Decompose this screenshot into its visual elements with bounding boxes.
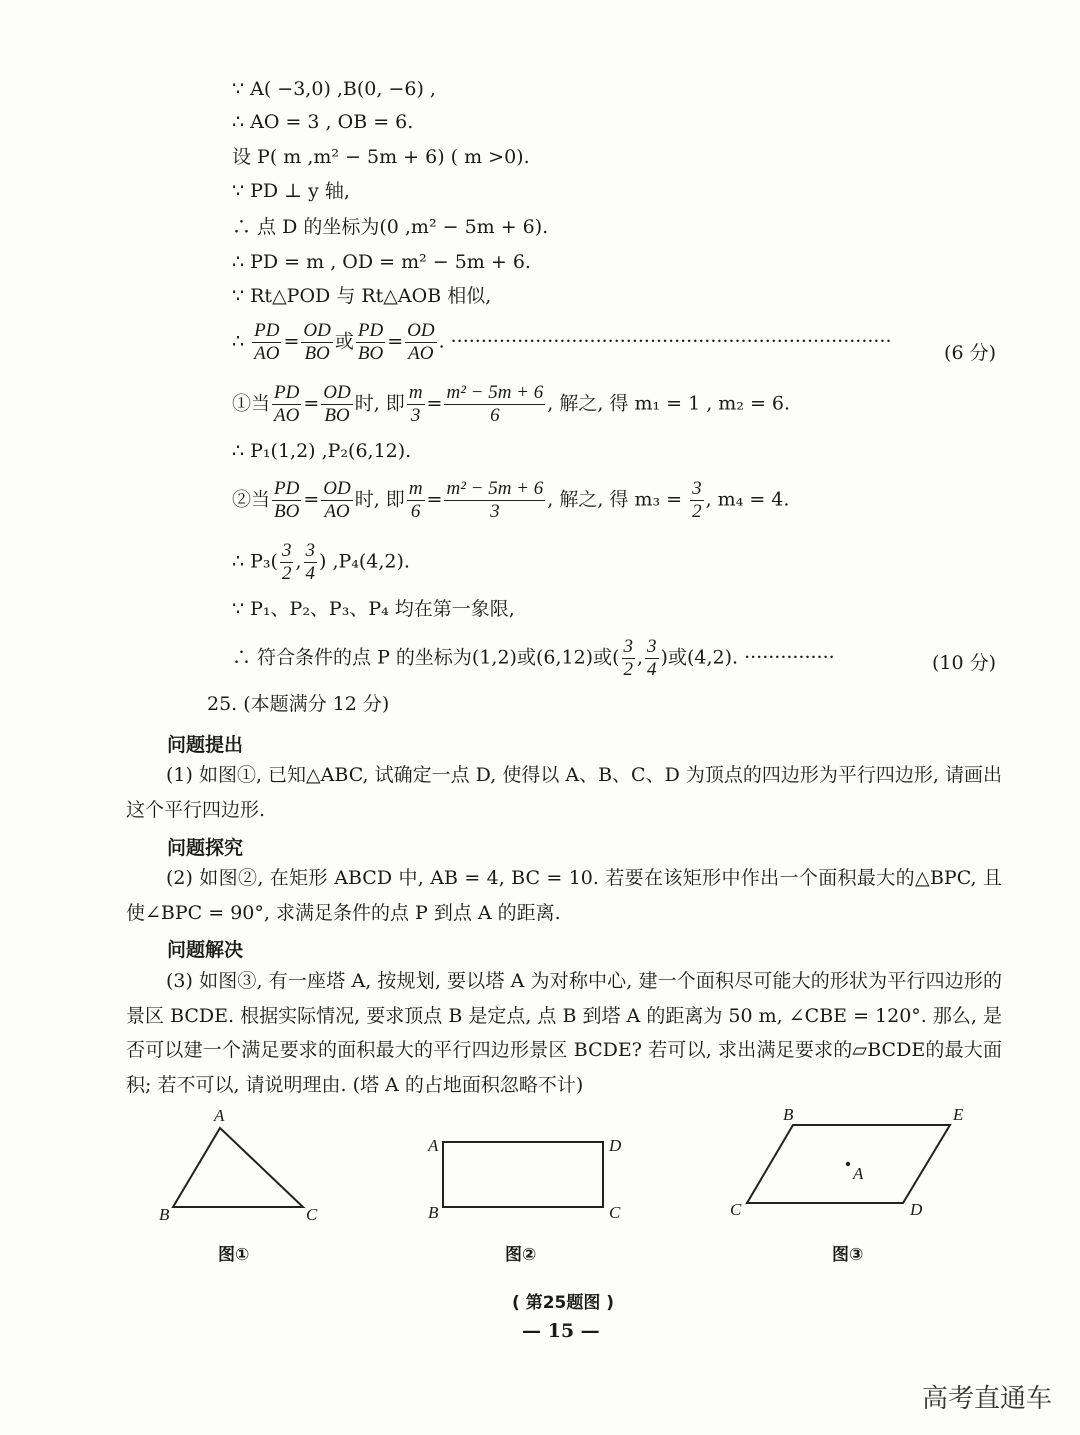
text-segment: 设 P( m ,m² − 5m + 6) ( m >0). xyxy=(232,146,530,168)
numerator: PD xyxy=(274,382,300,403)
fig3-label-a: A xyxy=(853,1164,864,1183)
text-segment: ∴ 点 D 的坐标为(0 ,m² − 5m + 6). xyxy=(232,216,549,238)
text-segment: 时, 即 xyxy=(354,392,405,415)
denominator: 4 xyxy=(647,658,657,680)
text-segment: ∵ PD ⊥ y 轴, xyxy=(232,180,350,202)
text-segment: ∴ xyxy=(232,330,251,353)
numerator: 3 xyxy=(623,636,633,657)
heading-problem-explore: 问题探究 xyxy=(167,837,244,859)
text-segment: ∴ 符合条件的点 P 的坐标为(1,2)或(6,12)或( xyxy=(232,646,620,669)
text-segment: ∵ A( −3,0) ,B(0, −6) , xyxy=(232,78,436,100)
fig3-label-b: B xyxy=(783,1105,794,1124)
text-segment: = xyxy=(283,330,300,353)
numerator: OD xyxy=(303,320,331,341)
score-10: (10 分) xyxy=(931,652,996,674)
numerator: PD xyxy=(274,478,300,499)
tower-point-a xyxy=(846,1162,850,1166)
numerator: OD xyxy=(407,320,435,341)
score-6: (6 分) xyxy=(944,342,996,364)
text-segment: ∴ P₁(1,2) ,P₂(6,12). xyxy=(232,440,412,462)
text-segment: = xyxy=(303,488,320,511)
text-segment: ) ,P₄(4,2). xyxy=(319,550,410,573)
text-segment: , 解之, 得 m₃ = xyxy=(547,488,689,511)
triangle-abc xyxy=(173,1128,303,1207)
denominator: BO xyxy=(324,404,350,426)
denominator: BO xyxy=(304,342,330,364)
text-segment: 时, 即 xyxy=(354,488,405,511)
text-segment: ②当 xyxy=(232,488,271,511)
watermark: 高考直通车 xyxy=(921,1384,1052,1414)
fig2-label-a: A xyxy=(428,1136,439,1155)
text-segment: ①当 xyxy=(232,392,271,415)
text-segment: = xyxy=(426,488,443,511)
denominator: 6 xyxy=(490,404,500,426)
question-part-2: (2) 如图②, 在矩形 ABCD 中, AB = 4, BC = 10. 若要在该矩形中作出一个面积最大的△BPC, 且使∠BPC = 90°, 求满足条件的点 P 到点 A 的距离. xyxy=(126,867,1002,924)
text-segment: , xyxy=(295,550,302,573)
heading-problem-solve: 问题解决 xyxy=(167,939,244,961)
numerator: OD xyxy=(323,478,351,499)
denominator: AO xyxy=(324,500,350,522)
numerator: m² − 5m + 6 xyxy=(446,478,544,499)
denominator: 3 xyxy=(410,404,421,426)
fig3-label-c: C xyxy=(730,1200,742,1219)
numerator: m xyxy=(408,478,423,499)
fig1-label-b: B xyxy=(159,1205,170,1224)
heading-problem-raised: 问题提出 xyxy=(167,734,244,756)
text-segment: ∴ P₃( xyxy=(232,550,278,573)
denominator: 2 xyxy=(623,658,633,680)
numerator: OD xyxy=(323,382,351,403)
numerator: 3 xyxy=(305,540,315,561)
denominator: AO xyxy=(254,342,280,364)
text-segment: 或 xyxy=(334,330,354,353)
text-segment: ∴ PD = m , OD = m² − 5m + 6. xyxy=(232,251,531,273)
numerator: PD xyxy=(254,320,280,341)
numerator: 3 xyxy=(647,636,657,657)
question-part-1: (1) 如图①, 已知△ABC, 试确定一点 D, 使得以 A、B、C、D 为顶点的四边形为平行四边形, 请画出这个平行四边形. xyxy=(126,764,1002,821)
fig3-caption: 图③ xyxy=(832,1245,864,1265)
text-segment: , xyxy=(637,646,644,669)
fig2-label-c: C xyxy=(609,1203,621,1222)
fig1-label-a: A xyxy=(214,1106,225,1125)
fig2-caption: 图② xyxy=(505,1245,537,1265)
text-segment: = xyxy=(387,330,404,353)
text-segment: , 解之, 得 m₁ = 1 , m₂ = 6. xyxy=(547,392,791,415)
text-segment: ∵ Rt△POD 与 Rt△AOB 相似, xyxy=(232,285,492,307)
denominator: BO xyxy=(357,342,384,364)
denominator: 4 xyxy=(305,562,315,584)
denominator: AO xyxy=(274,404,300,426)
denominator: 6 xyxy=(410,500,421,522)
text-segment: . ········································································· xyxy=(438,330,892,353)
denominator: 3 xyxy=(490,500,500,522)
rectangle-abcd xyxy=(443,1142,603,1207)
text-segment: ∴ AO = 3 , OB = 6. xyxy=(232,111,414,133)
text-segment: = xyxy=(426,392,443,415)
denominator: 2 xyxy=(692,500,702,522)
fig1-label-c: C xyxy=(306,1205,318,1224)
fig2-label-d: D xyxy=(609,1136,622,1155)
numerator: m xyxy=(408,382,423,403)
numerator: 3 xyxy=(692,478,702,499)
numerator: m² − 5m + 6 xyxy=(446,382,544,403)
denominator: BO xyxy=(274,500,300,522)
figure-group-caption: ( 第25题图 ) xyxy=(512,1293,615,1313)
question-part-3: (3) 如图③, 有一座塔 A, 按规划, 要以塔 A 为对称中心, 建一个面积尽可能大的形状为平行四边形的景区 BCDE. 根据实际情况, 要求顶点 B 是定点, 点 B 到塔 A 的距离为 50 m, ∠CBE = 120°. 那么, 是否可以建一个满足要求的面积最大的平行四边形景区 BCDE? 若可以, 求出满足要求的▱BCDE的最大面积; 若不可以, 请说明理由. (塔 A 的占地面积忽略不计) xyxy=(126,970,1002,1096)
fig3-label-d: D xyxy=(910,1200,923,1219)
question-25-title: 25. (本题满分 12 分) xyxy=(207,693,390,715)
text-segment: , m₄ = 4. xyxy=(705,488,790,511)
fig2-label-b: B xyxy=(428,1203,439,1222)
denominator: 2 xyxy=(281,562,292,584)
denominator: AO xyxy=(408,342,434,364)
text-segment: = xyxy=(303,392,320,415)
fig1-caption: 图① xyxy=(218,1245,250,1265)
numerator: PD xyxy=(357,320,384,341)
text-segment: ∵ P₁、P₂、P₃、P₄ 均在第一象限, xyxy=(232,598,515,620)
page-number: — 15 — xyxy=(522,1320,600,1342)
fig3-label-e: E xyxy=(953,1105,964,1124)
text-segment: )或(4,2). ··············· xyxy=(660,646,835,669)
numerator: 3 xyxy=(281,540,292,561)
